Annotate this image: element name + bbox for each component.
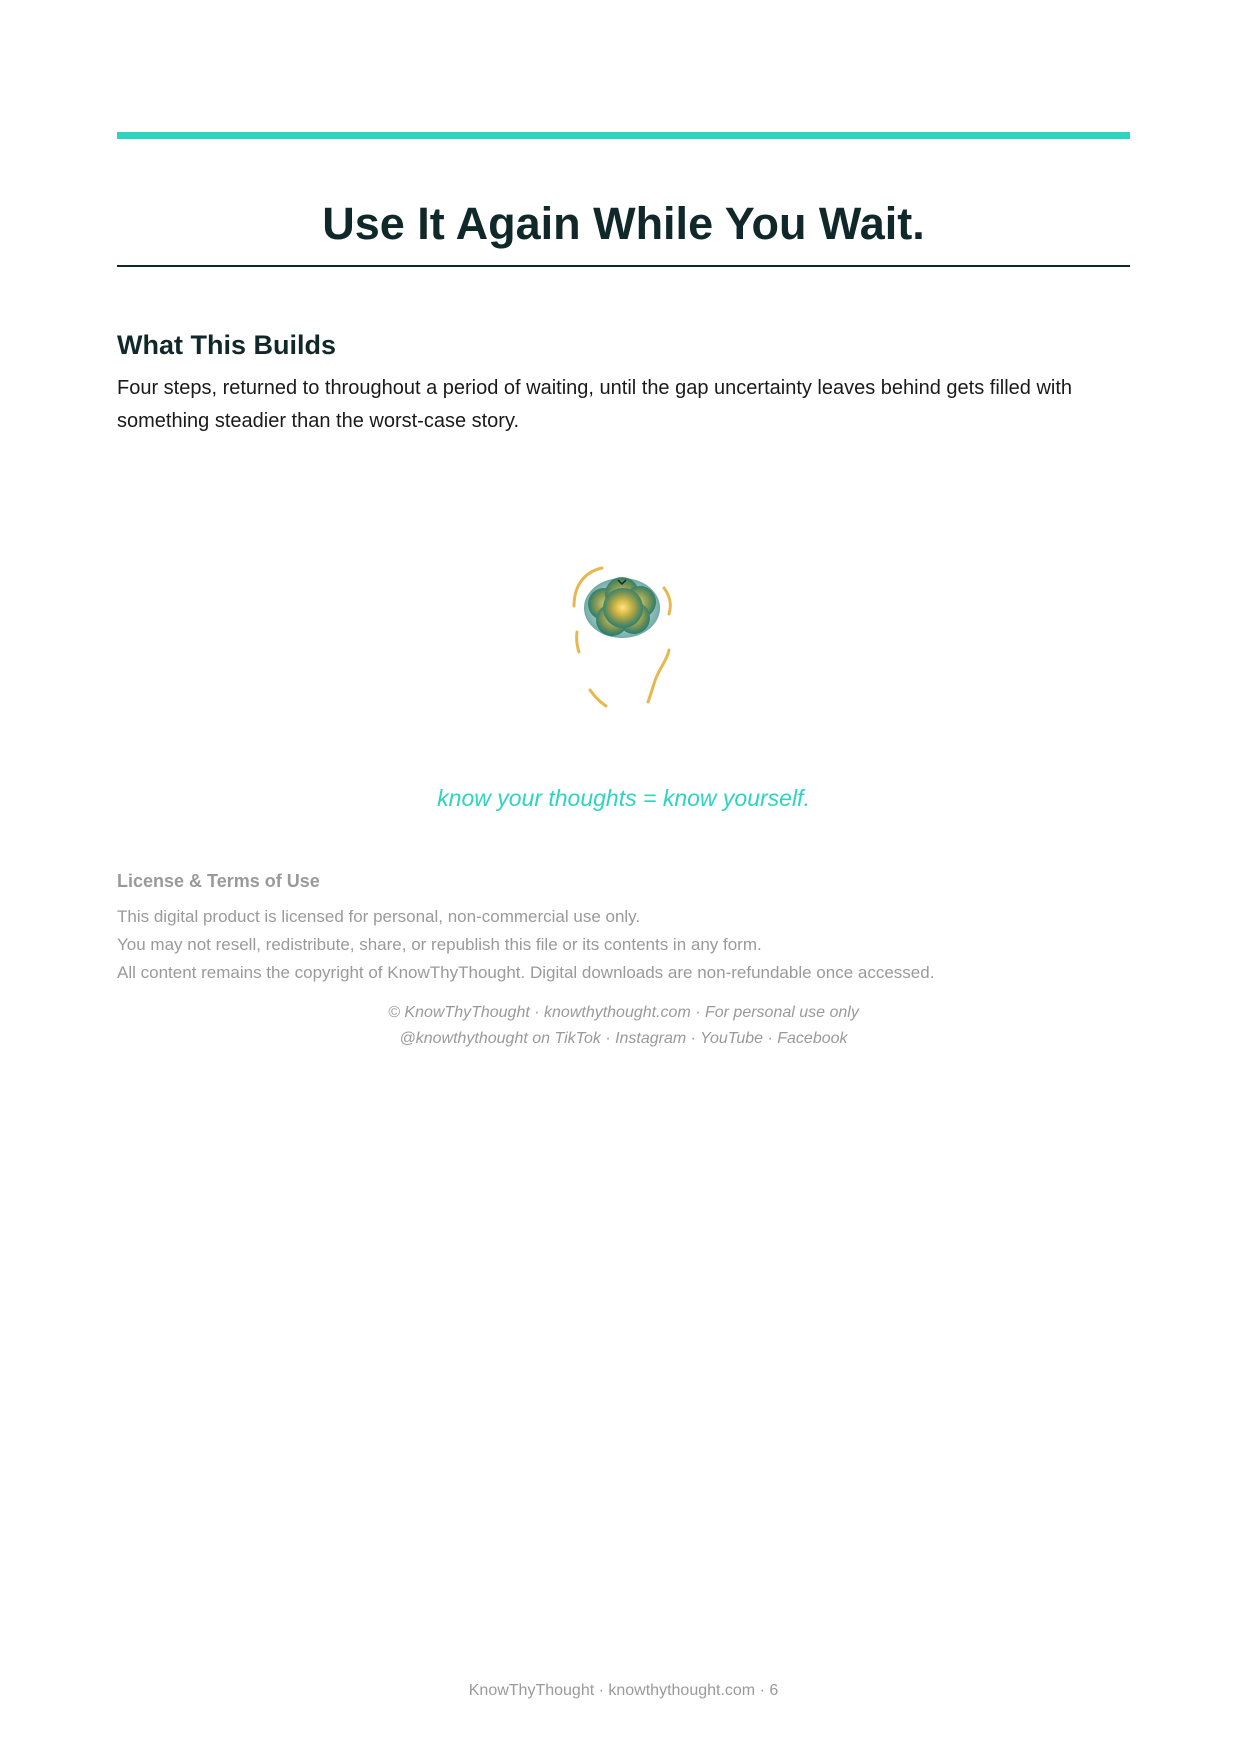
page-footer: KnowThyThought · knowthythought.com · 6 — [468, 1682, 779, 1699]
head-cloud-logo-icon — [560, 556, 685, 721]
license-text — [117, 903, 934, 987]
license-line: All content remains the copyright of KnowThyThought. Digital downloads are non-refundable once accessed. — [117, 963, 935, 982]
social-line: @knowthythought on TikTok · Instagram · YouTube · Facebook — [399, 1030, 848, 1047]
copyright-line: © KnowThyThought · knowthythought.com · For personal use only — [388, 1004, 859, 1021]
accent-rule — [117, 132, 1130, 139]
section-heading: What This Builds — [117, 330, 336, 360]
license-line: This digital product is licensed for personal, non-commercial use only. — [117, 907, 641, 926]
section-body: Four steps, returned to throughout a period of waiting, until the gap uncertainty leaves behind gets filled with something steadier than the worst-case story. — [117, 377, 1073, 432]
tagline: know your thoughts = know yourself. — [437, 785, 810, 811]
credits — [117, 1000, 1130, 1052]
title-divider — [117, 265, 1130, 267]
license-line: You may not resell, redistribute, share, or republish this file or its contents in any form. — [117, 935, 762, 954]
license-heading: License & Terms of Use — [117, 871, 320, 891]
page-title: Use It Again While You Wait. — [322, 198, 925, 249]
